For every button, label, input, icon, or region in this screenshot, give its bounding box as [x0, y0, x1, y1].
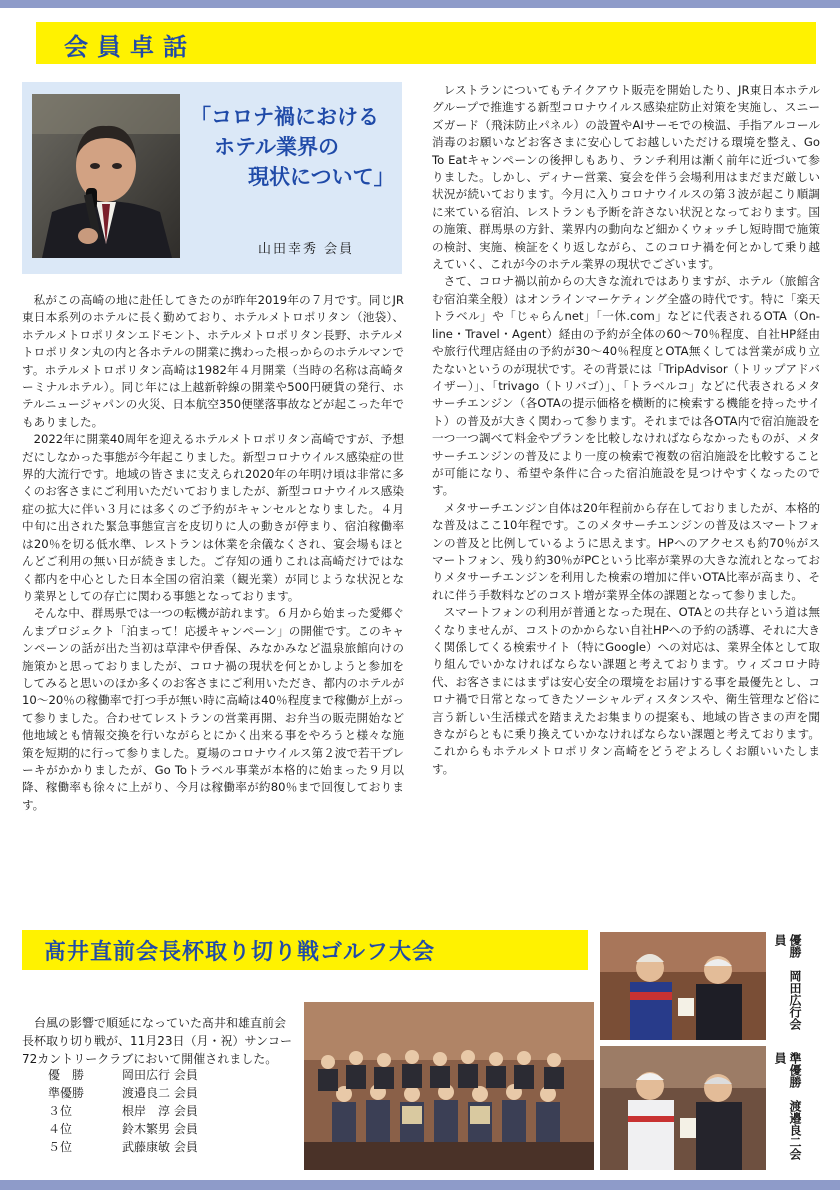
result-name: 鈴木繁男 会員 [122, 1122, 198, 1136]
group-photo [304, 1002, 594, 1170]
result-name: 渡邉良二 会員 [122, 1086, 198, 1100]
article-paragraph: そんな中、群馬県では一つの転機が訪れます。６月から始まった愛郷ぐんまプロジェクト「泊まって！応援キャンペーン」の開催です。このキャンペーンの話が出た当初は草津や伊香保、みなかみなど温泉旅館向けの施策かと思っておりましたが、コロナ禍の現状を何とかしようと参加をしてみると思いのほか多くのお客さまにご利用いただき、都内のホテルが10～20％の稼働率で打つ手が無い時に高崎は40％程度まで稼働が上がって参りました。合わせてレストランの営業再開、お弁当の販売開始など他地域とも情報交換を行いながらとにかく出来る事をやろうと様々な施策を短期的に行って参りました。夏場のコロナウイルス第２波で若干ブレーキがかかりましたが、Go Toトラベル事業が本格的に始まった９月以降、稼働率も徐々に上がり、今月は稼働率が約80％まで回復しております。 [22, 606, 404, 812]
topic-title-line: 現状について」 [248, 165, 395, 189]
golf-intro-text: 台風の影響で順延になっていた髙井和雄直前会長杯取り切り戦が、11月23日（月・祝）サンコー72カントリークラブにおいて開催されました。 [22, 1016, 292, 1066]
article-left-column [22, 292, 404, 814]
article-paragraph: さて、コロナ禍以前からの大きな流れではありますが、ホテル（旅館含む宿泊業全般）はオンラインマーケティング全盛の時代です。特に「楽天トラベル」や「じゃらんnet」「一休.com」などに代表されるOTA（On-line・Travel・Agent）経由の予約が全体の60～70％程度、自社HP経由や旅行代理店経由の予約が30～40％程度とOTA無くしては営業が成り立たないというのが現状です。その背景には「TripAdvisor（トリップアドバイザー）」、「trivago（トリバゴ）」、「トラベルコ」などに代表されるメタサーチエンジン（各OTAの提示価格を横断的に検索する機能を持ったサイト）の普及が大きく関わって参ります。それまでは各OTA内で宿泊施設を一つ一つ調べて料金やプランを比較しなければならなかったものが、メタサーチエンジンの普及により一度の検索で複数の宿泊施設を比較することが可能になり、希望や条件に合った宿泊施設を見つけやすくなったのです。 [432, 274, 820, 498]
topic-title-line: 「コロナ禍における [190, 105, 379, 129]
result-row [48, 1066, 198, 1084]
winner-photo [600, 932, 766, 1040]
article-right-column [432, 82, 820, 778]
result-row [48, 1084, 198, 1102]
author-name: 山田幸秀 会員 [258, 242, 355, 257]
section-heading: 会員卓話 [64, 33, 196, 61]
result-row [48, 1120, 198, 1138]
runnerup-photo [600, 1046, 766, 1170]
result-rank: 優 勝 [48, 1068, 85, 1082]
runnerup-caption: 準優勝 渡邉良二会員 [773, 1052, 802, 1160]
result-row [48, 1138, 198, 1156]
result-name: 武藤康敏 会員 [122, 1140, 198, 1154]
result-name: 岡田広行 会員 [122, 1068, 198, 1082]
result-rank: ３位 [48, 1104, 73, 1118]
result-rank: 準優勝 [48, 1086, 85, 1100]
golf-heading: 髙井直前会長杯取り切り戦ゴルフ大会 [44, 940, 436, 965]
result-name: 根岸 淳 会員 [122, 1104, 198, 1118]
bottom-border [0, 1180, 840, 1190]
result-row [48, 1102, 198, 1120]
topic-title-line: ホテル業界の [214, 135, 339, 159]
speaker-photo [32, 94, 180, 258]
top-border [0, 0, 840, 8]
article-paragraph: スマートフォンの利用が普通となった現在、OTAとの共存という道は無くなりませんが、コストのかからない自社HPへの予約の誘導、それに大きく関係してくる検索サイト（特にGoogle）への対応は、業界全体として取り組んでいかなければならない課題と考えております。ウィズコロナ時代、お客さまにはまずは安心安全の環境をお届けする事を最優先とし、コロナ禍で日常となってきたソーシャルディスタンスや、衛生管理など俗に言う新しい生活様式を踏まえたお集まりの提案も、地域の皆さまの声を聞きながらともに乗り換えていかなければならない課題と考えております。これからもホテルメトロポリタン高崎をどうぞよろしくお願いいたします。 [432, 605, 820, 776]
winner-caption: 優勝 岡田広行会員 [773, 934, 802, 1030]
article-paragraph: 私がこの高崎の地に赴任してきたのが昨年2019年の７月です。同じJR東日本系列のホテルに長く勤めており、ホテルメトロポリタン（池袋）、ホテルメトロポリタンエドモント、ホテルメトロポリタン長野、ホテルメトロポリタン丸の内と各ホテルの開業に携わった根っからのホテルマンです。ホテルメトロポリタン高崎は1982年４月開業（当時の名称は高崎ターミナルホテル）。同じ年には上越新幹線の開業や500円硬貨の発行、ホテルニュージャパンの火災、日本航空350便墜落事故などが起こった年でもありました。 [22, 293, 404, 429]
topic-title [190, 102, 395, 192]
article-paragraph: メタサーチエンジン自体は20年程前から存在しておりましたが、本格的な普及はここ10年程です。このメタサーチエンジンの普及はスマートフォンの普及と比例しているように思えます。HPへのアクセスも約70％がスマートフォン、残り約30％がPCという比率が業界の大きな流れとなっておりメタサーチエンジンを利用した検索の増加に伴いOTA比率が高まり、それに伴う手数料などのコスト増が業界全体の課題となって参りました。 [432, 500, 820, 602]
article-paragraph: レストランについてもテイクアウト販売を開始したり、JR東日本ホテルグループで推進する新型コロナウイルス感染症防止対策を実施し、スニーズガード（飛沫防止パネル）の設置やAIサーモでの検温、手指アルコール消毒のお願いなどお客さまに安心してお越しいただける環境を整え、Go To Eatキャンペーンの後押しもあり、ランチ利用は漸く前年に近づいて参りました。しかし、ディナー営業、宴会を伴う会場利用はまだまだ厳しい状況が続いております。今月に入りコロナウイルスの第３波が起こり順調に来ている宿泊、レストランも予断を許さない状況となっております。国の施策、群馬県の方針、業界内の動向など細かくウォッチし短時間で施策の検討、実施、検証をくり返しながら、このコロナ禍を何とかして乗り越えていく、これが今のホテル業界の現状でございます。 [432, 83, 820, 272]
result-rank: ５位 [48, 1140, 73, 1154]
golf-intro [22, 1014, 292, 1068]
article-paragraph: 2022年に開業40周年を迎えるホテルメトロポリタン高崎ですが、予想だにしなかった事態が今年起こりました。新型コロナウイルス感染症の世界的大流行です。地域の皆さまに支えられ2020年の年明け頃は非常に多くのお客さまにご利用いただいておりましたが、新型コロナウイルス感染症の拡大に伴い３月には多くのご予約がキャンセルとなりました。４月中旬に出された緊急事態宣言を皮切りに人の動きが停まり、宿泊稼働率は20％を切る低水準、レストランは休業を余儀なくされ、宴会場もほとんどご利用の無い日が続きました。ご存知の通りこれは高崎だけではなく都内を中心とした日本全国の宿泊業（観光業）が同じような状況となり業界としての存亡に関わる事態となっております。 [22, 432, 404, 603]
results-table [48, 1066, 198, 1156]
result-rank: ４位 [48, 1122, 73, 1136]
